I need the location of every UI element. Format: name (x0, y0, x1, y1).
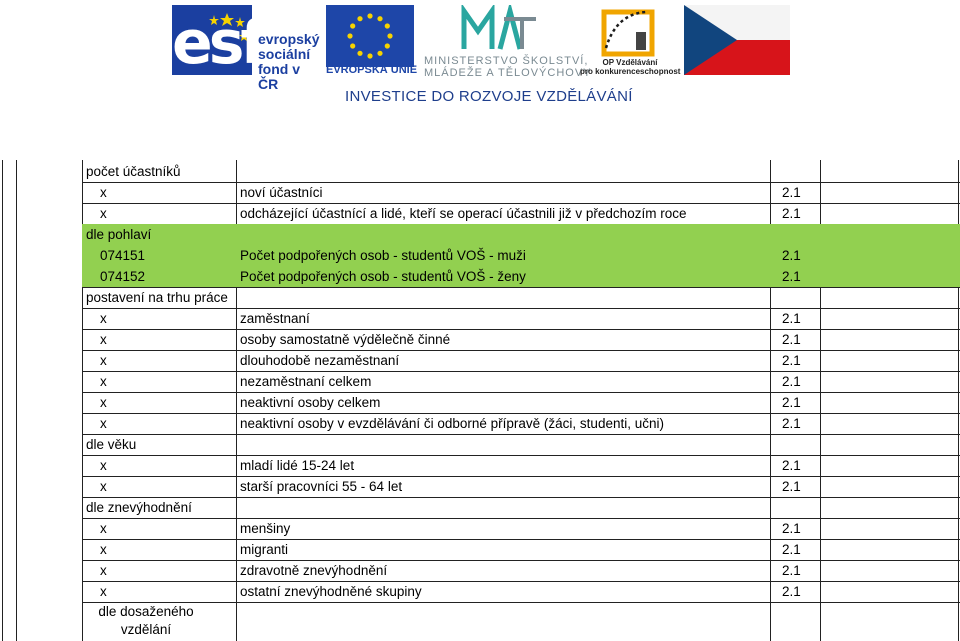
table-section-row (82, 287, 960, 309)
row-number: 2.1 (782, 353, 801, 368)
row-number: 2.1 (782, 374, 801, 389)
row-code: x (100, 311, 107, 326)
row-description: noví účastníci (240, 185, 323, 200)
table-row (82, 203, 960, 225)
row-code: x (100, 521, 107, 536)
row-code: x (100, 332, 107, 347)
row-number: 2.1 (782, 458, 801, 473)
table-row (82, 413, 960, 435)
esf-text (258, 32, 319, 92)
table-row (82, 329, 960, 351)
row-description: neaktivní osoby v evzdělávání či odborné přípravě (žáci, studenti, učni) (240, 416, 664, 431)
row-code: 074152 (100, 269, 146, 284)
table-row (82, 182, 960, 204)
row-number: 2.1 (782, 479, 801, 494)
row-number: 2.1 (782, 206, 801, 221)
msmt-text-line1: MINISTERSTVO ŠKOLSTVÍ, (424, 55, 589, 67)
section-label: dle znevýhodnění (86, 500, 192, 515)
row-description: zdravotně znevýhodnění (240, 563, 388, 578)
op-text-line1: OP Vzdělávání (602, 58, 658, 67)
row-description: zaměstnaní (240, 311, 310, 326)
table-row (82, 581, 960, 603)
table-row (82, 539, 960, 561)
msmt-text-line2: MLÁDEŽE A TĚLOVÝCHOVY (424, 67, 592, 79)
section-label: postavení na trhu práce (86, 290, 228, 305)
row-code: x (100, 458, 107, 473)
esf-text-line2: sociální (258, 46, 311, 62)
row-code: x (100, 395, 107, 410)
table-row (82, 266, 960, 288)
row-number: 2.1 (782, 332, 801, 347)
row-code: x (100, 542, 107, 557)
row-number: 2.1 (782, 185, 801, 200)
eu-text: EVROPSKÁ UNIE (326, 64, 418, 76)
section-label: počet účastníků (86, 164, 181, 179)
row-code: x (100, 185, 107, 200)
row-number: 2.1 (782, 521, 801, 536)
row-description: mladí lidé 15-24 let (240, 458, 355, 473)
row-description: Počet podpořených osob - studentů VOŠ - muži (240, 248, 526, 263)
row-description: osoby samostatně výdělečně činné (240, 332, 451, 347)
table-section-row (82, 224, 960, 246)
table-border-line (2, 160, 3, 641)
row-code: x (100, 563, 107, 578)
esf-text-line3: fond v ČR (258, 61, 300, 92)
row-description: Počet podpořených osob - studentů VOŠ - ženy (240, 269, 526, 284)
section-label: dle věku (86, 437, 137, 452)
row-number: 2.1 (782, 416, 801, 431)
section-label-line2: vzdělání (120, 622, 172, 637)
table-row (82, 518, 960, 540)
table-row (82, 476, 960, 498)
row-description: starší pracovníci 55 - 64 let (240, 479, 403, 494)
logo-bar (0, 0, 960, 110)
row-number: 2.1 (782, 542, 801, 557)
row-description: odcházející účastnící a lidé, kteří se operací účastnili již v předchozím roce (240, 206, 687, 221)
op-text (580, 58, 680, 76)
table-section-row (82, 161, 960, 183)
op-text-line2: pro konkurenceschopnost (580, 67, 681, 76)
row-number: 2.1 (782, 311, 801, 326)
row-description: migranti (240, 542, 289, 557)
row-code: x (100, 479, 107, 494)
op-mark-icon (596, 6, 660, 60)
row-number: 2.1 (782, 269, 801, 284)
esf-letters: esf (172, 8, 263, 78)
czech-flag-icon (684, 5, 790, 75)
section-label-line1: dle dosaženého (98, 604, 194, 619)
tagline: INVESTICE DO ROZVOJE VZDĚLÁVÁNÍ (345, 88, 633, 105)
table-border-line (16, 160, 17, 641)
row-code: x (100, 353, 107, 368)
table-row (82, 308, 960, 330)
row-code: x (100, 416, 107, 431)
row-code: x (100, 374, 107, 389)
esf-text-line1: evropský (258, 31, 320, 47)
document-table (0, 160, 960, 641)
table-row (82, 455, 960, 477)
table-section-row (82, 497, 960, 519)
msmt-mark-icon (460, 5, 540, 53)
eu-flag-icon (326, 5, 414, 67)
table-row (82, 245, 960, 267)
row-description: menšiny (240, 521, 291, 536)
row-number: 2.1 (782, 584, 801, 599)
row-code: x (100, 206, 107, 221)
msmt-text (424, 55, 592, 79)
row-number: 2.1 (782, 395, 801, 410)
section-label: dle pohlaví (86, 227, 152, 242)
row-description: dlouhodobě nezaměstnaní (240, 353, 400, 368)
row-code: x (100, 584, 107, 599)
row-number: 2.1 (782, 563, 801, 578)
row-description: nezaměstnaní celkem (240, 374, 372, 389)
row-description: neaktivní osoby celkem (240, 395, 381, 410)
row-number: 2.1 (782, 248, 801, 263)
table-row (82, 392, 960, 414)
table-section-row (96, 603, 196, 639)
table-row (82, 350, 960, 372)
row-code: 074151 (100, 248, 146, 263)
row-description: ostatní znevýhodněné skupiny (240, 584, 422, 599)
table-row (82, 560, 960, 582)
table-row (82, 371, 960, 393)
table-section-row (82, 434, 960, 456)
